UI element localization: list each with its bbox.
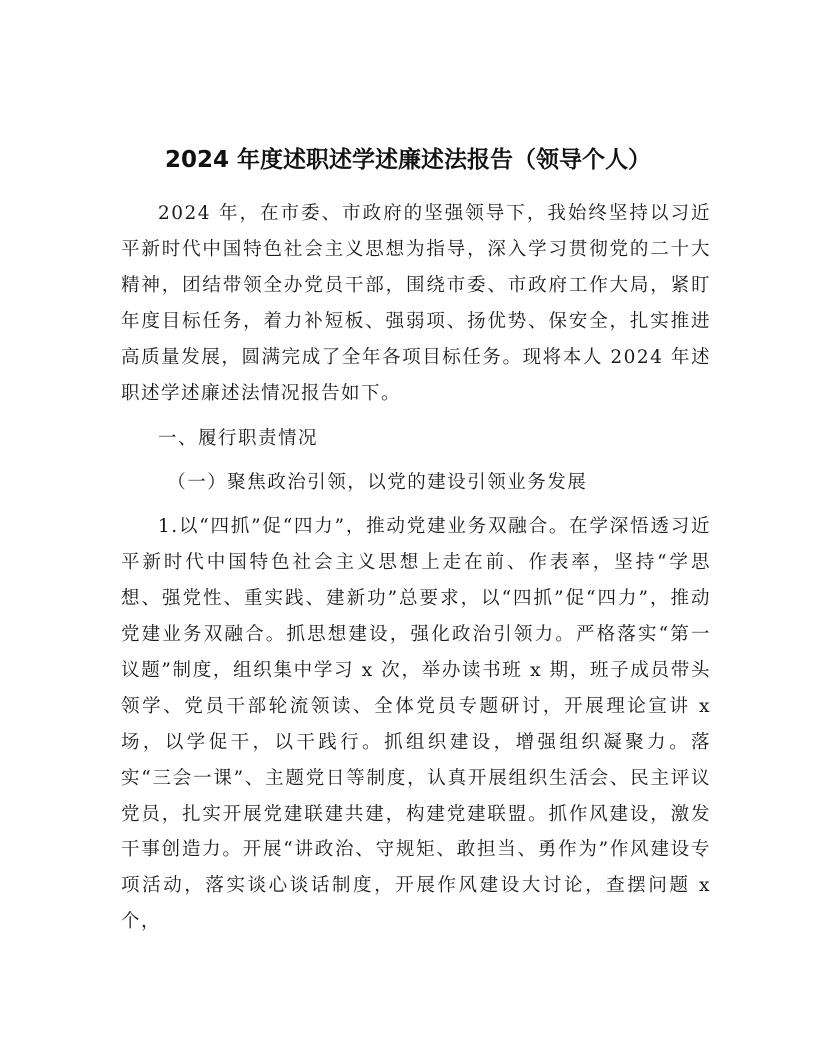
intro-paragraph: 2024 年，在市委、市政府的坚强领导下，我始终坚持以习近平新时代中国特色社会主义思想为指导，深入学习贯彻党的二十大精神，团结带领全办党员干部，围绕市委、市政府工作大局，紧盯年度目标任务，着力补短板、强弱项、扬优势、保安全，扎实推进高质量发展，圆满完成了全年各项目标任务。现将本人 2024 年述职述学述廉述法情况报告如下。 bbox=[121, 203, 711, 404]
document-body bbox=[121, 196, 711, 940]
section-heading-1: 一、履行职责情况 bbox=[158, 428, 319, 450]
document-title: 2024 年度述职述学述廉述法报告（领导个人） bbox=[164, 147, 652, 173]
item-paragraph-1: 1.以“四抓”促“四力”，推动党建业务双融合。在学深悟透习近平新时代中国特色社会主义思想上走在前、作表率，坚持“学思想、强党性、重实践、建新功”总要求，以“四抓”促“四力”，推动党建业务双融合。抓思想建设，强化政治引领力。严格落实“第一议题”制度，组织集中学习 x 次，举办读书班 x 期，班子成员带头领学、党员干部轮流领读、全体党员专题研讨，开展理论宣讲 x 场，以学促干，以干践行。抓组织建设，增强组织凝聚力。落实“三会一课”、主题党日等制度，认真开展组织生活会、民主评议党员，扎实开展党建联建共建，构建党建联盟。抓作风建设，激发干事创造力。开展“讲政治、守规矩、敢担当、勇作为”作风建设专项活动，落实谈心谈话制度，开展作风建设大讨论，查摆问题 x 个， bbox=[121, 516, 711, 933]
subsection-heading-1: （一）聚焦政治引领，以党的建设引领业务发展 bbox=[167, 472, 588, 494]
